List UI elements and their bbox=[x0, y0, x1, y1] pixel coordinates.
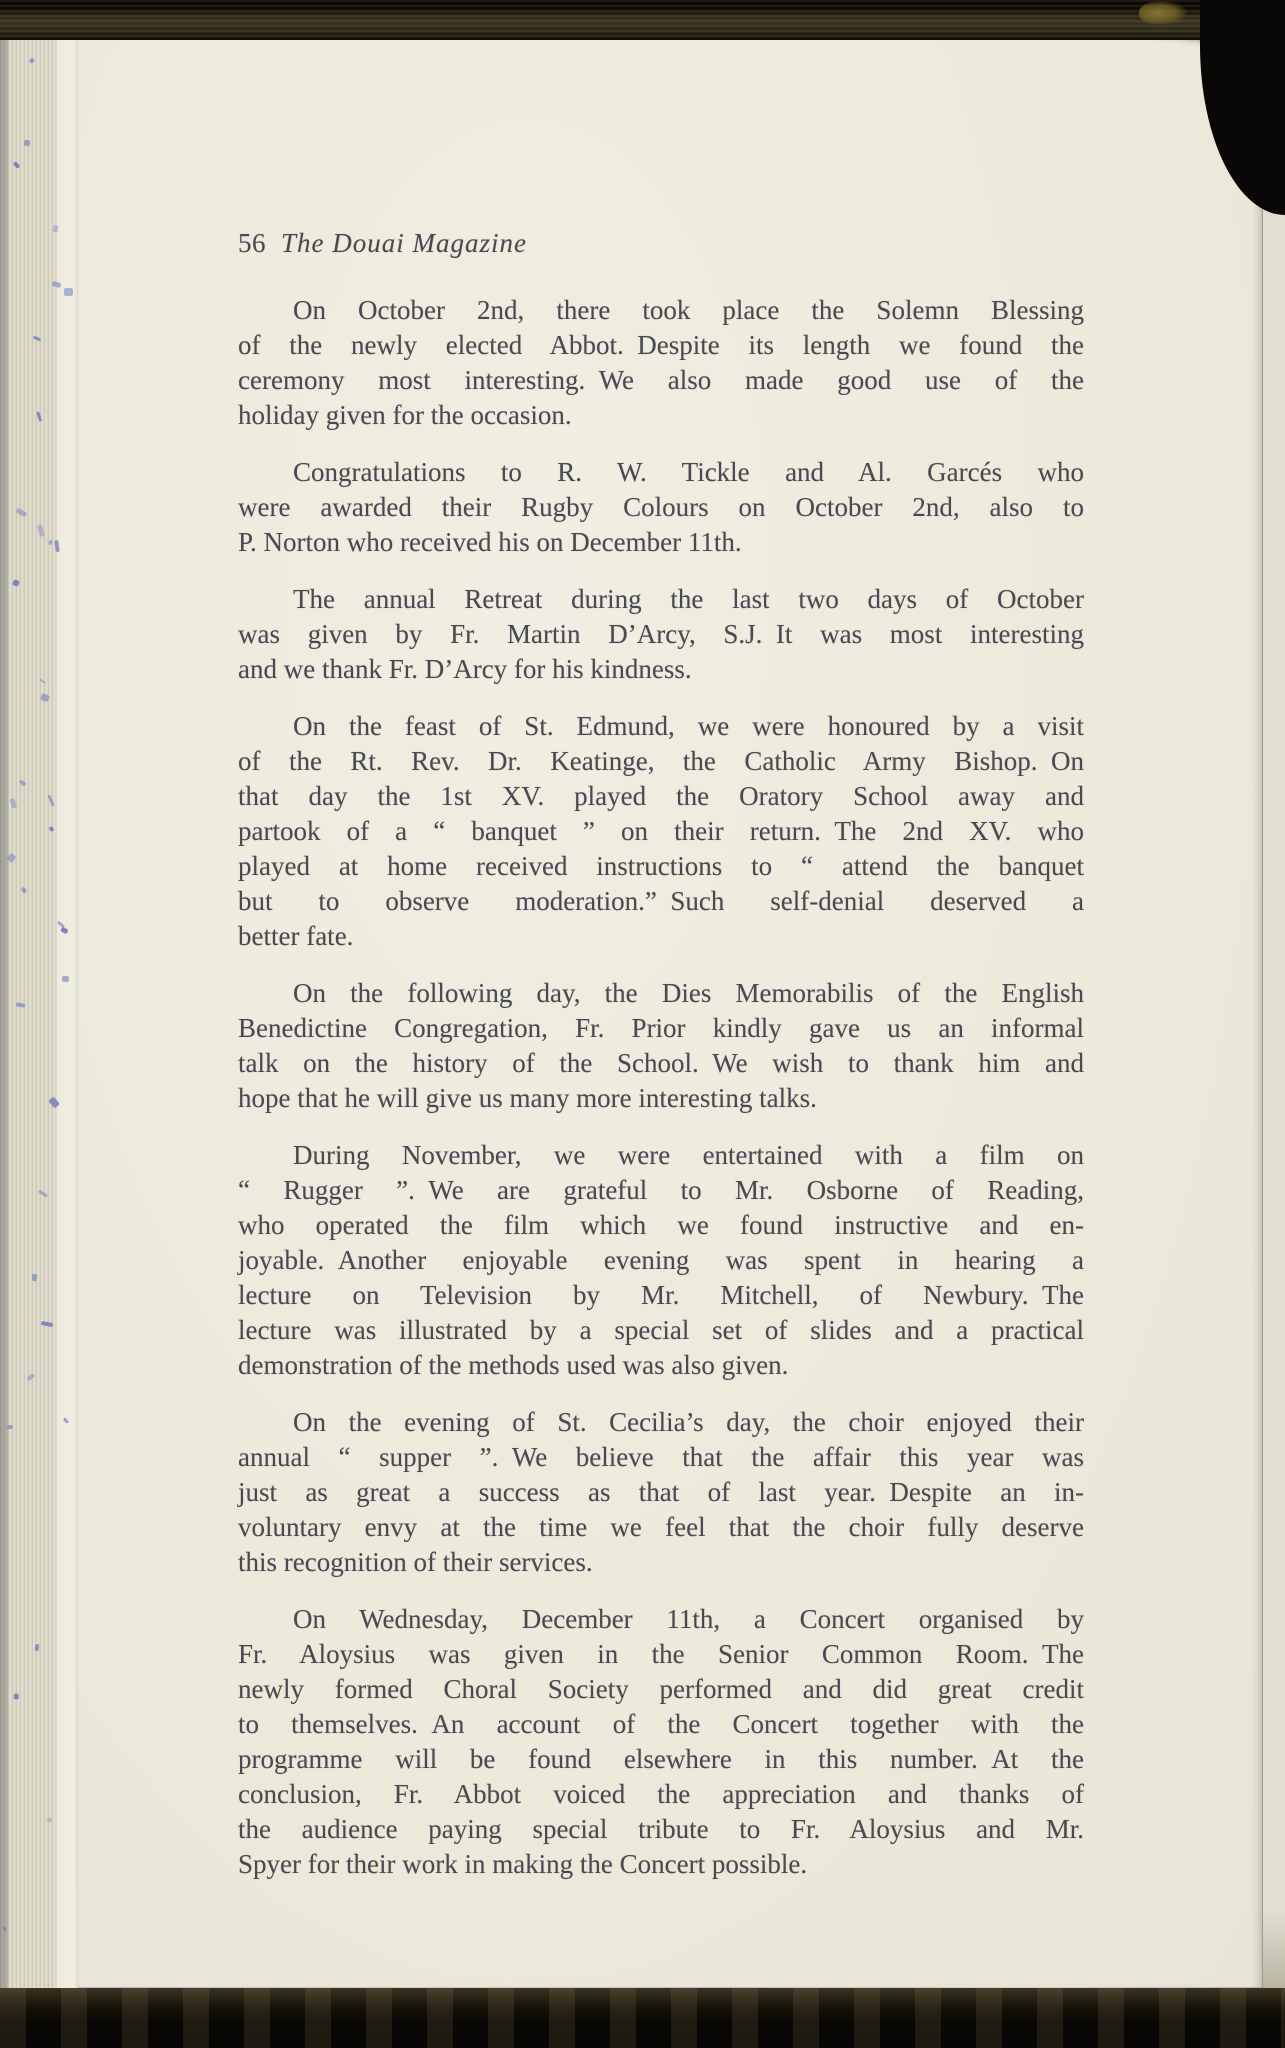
edge-speckle bbox=[46, 1816, 53, 1823]
text-line: but to observe moderation.” Such self-denial deserved a bbox=[238, 886, 1084, 916]
edge-speckle bbox=[49, 826, 55, 832]
edge-speckle bbox=[60, 926, 69, 934]
page-edge-stack bbox=[0, 30, 78, 1988]
text-line: partook of a “ banquet ” on their return. The 2nd XV. who bbox=[238, 816, 1084, 846]
edge-speckle bbox=[41, 1321, 53, 1327]
paragraph bbox=[238, 455, 1084, 560]
text-line: annual “ supper ”. We believe that the affair this year was bbox=[238, 1442, 1084, 1472]
text-line: On the feast of St. Edmund, we were honoured by a visit bbox=[293, 711, 1084, 741]
cover-gilt-fleck bbox=[1139, 1, 1187, 25]
paragraph bbox=[238, 976, 1084, 1116]
edge-speckle bbox=[13, 580, 20, 587]
text-line: conclusion, Fr. Abbot voiced the appreciation and thanks of bbox=[238, 1779, 1084, 1809]
text-line: holiday given for the occasion. bbox=[238, 400, 572, 430]
edge-speckle bbox=[64, 287, 74, 296]
text-line: and we thank Fr. D’Arcy for his kindness. bbox=[238, 654, 692, 684]
text-line: hope that he will give us many more interesting talks. bbox=[238, 1083, 817, 1113]
text-line: During November, we were entertained with a film on bbox=[293, 1140, 1084, 1170]
text-line: demonstration of the methods used was also given. bbox=[238, 1350, 789, 1380]
edge-speckle bbox=[23, 140, 30, 147]
edge-speckle bbox=[29, 57, 35, 63]
book-cover-top bbox=[0, 0, 1285, 40]
edge-speckle bbox=[40, 693, 50, 702]
text-line: better fate. bbox=[238, 921, 354, 951]
text-line: to themselves. An account of the Concert together with the bbox=[238, 1709, 1084, 1739]
edge-speckle bbox=[12, 161, 20, 169]
text-line: lecture on Television by Mr. Mitchell, of Newbury. The bbox=[238, 1280, 1084, 1310]
edge-speckle bbox=[19, 779, 27, 787]
page-title: The Douai Magazine bbox=[281, 228, 527, 258]
edge-speckle bbox=[48, 540, 52, 546]
paragraph bbox=[238, 1138, 1084, 1383]
edge-speckle bbox=[54, 540, 60, 552]
edge-speckle bbox=[35, 1644, 40, 1651]
text-line: the audience paying special tribute to Fr. Aloysius and Mr. bbox=[238, 1814, 1084, 1844]
text-line: On the evening of St. Cecilia’s day, the choir enjoyed their bbox=[293, 1407, 1084, 1437]
text-line: lecture was illustrated by a special set of slides and a practical bbox=[238, 1315, 1084, 1345]
text-line: of the Rt. Rev. Dr. Keatinge, the Catholic Army Bishop. On bbox=[238, 746, 1084, 776]
edge-speckle bbox=[16, 1002, 25, 1008]
text-line: programme will be found elsewhere in this number. At the bbox=[238, 1744, 1084, 1774]
text-line: “ Rugger ”. We are grateful to Mr. Osborne of Reading, bbox=[238, 1175, 1084, 1205]
edge-speckle bbox=[39, 678, 46, 684]
edge-speckle bbox=[10, 797, 18, 808]
book-cover-bottom bbox=[0, 1988, 1285, 2048]
page-edge-right bbox=[1261, 58, 1285, 1988]
paragraph bbox=[238, 1405, 1084, 1580]
edge-speckle bbox=[2, 1926, 6, 1931]
edge-speckle bbox=[38, 1189, 48, 1197]
paragraph bbox=[238, 709, 1084, 954]
text-line: On the following day, the Dies Memorabilis of the English bbox=[293, 978, 1084, 1008]
text-line: of the newly elected Abbot. Despite its length we found the bbox=[238, 330, 1084, 360]
text-line: Benedictine Congregation, Fr. Prior kindly gave us an informal bbox=[238, 1013, 1084, 1043]
text-line: just as great a success as that of last year. Despite an in- bbox=[238, 1477, 1084, 1507]
page-number: 56 bbox=[238, 228, 266, 258]
text-line: Congratulations to R. W. Tickle and Al. Garcés who bbox=[293, 457, 1084, 487]
text-line: talk on the history of the School. We wish to thank him and bbox=[238, 1048, 1084, 1078]
edge-speckle bbox=[48, 1097, 60, 1109]
text-line: On October 2nd, there took place the Solemn Blessing bbox=[293, 295, 1084, 325]
edge-speckle bbox=[47, 794, 55, 806]
paragraph bbox=[238, 1602, 1084, 1882]
paragraph bbox=[238, 582, 1084, 687]
edge-speckle bbox=[31, 1274, 37, 1281]
edge-speckle bbox=[63, 1417, 69, 1423]
edge-speckle bbox=[33, 335, 41, 341]
text-line: voluntary envy at the time we feel that the choir fully deserve bbox=[238, 1512, 1084, 1542]
text-line: ceremony most interesting. We also made good use of the bbox=[238, 365, 1084, 395]
edge-speckle bbox=[13, 1693, 19, 1699]
text-line: P. Norton who received his on December 11th. bbox=[238, 527, 742, 557]
text-line: The annual Retreat during the last two days of October bbox=[293, 584, 1084, 614]
edge-speckle bbox=[37, 525, 45, 538]
text-line: that day the 1st XV. played the Oratory School away and bbox=[238, 781, 1084, 811]
text-line: played at home received instructions to “ attend the banquet bbox=[238, 851, 1084, 881]
edge-speckle bbox=[61, 976, 69, 983]
article-body bbox=[238, 293, 1084, 1882]
text-line: On Wednesday, December 11th, a Concert organised by bbox=[293, 1604, 1084, 1634]
text-line: was given by Fr. Martin D’Arcy, S.J. It was most interesting bbox=[238, 619, 1084, 649]
text-line: were awarded their Rugby Colours on October 2nd, also to bbox=[238, 492, 1084, 522]
text-line: newly formed Choral Society performed and did great credit bbox=[238, 1674, 1084, 1704]
text-line: Spyer for their work in making the Concert possible. bbox=[238, 1849, 808, 1879]
edge-speckle bbox=[7, 852, 17, 862]
edge-speckle bbox=[36, 411, 42, 422]
edge-speckle bbox=[7, 1425, 13, 1429]
edge-speckle bbox=[53, 225, 59, 233]
text-line: this recognition of their services. bbox=[238, 1547, 593, 1577]
text-line: who operated the film which we found instructive and en- bbox=[238, 1210, 1084, 1240]
edge-speckle bbox=[51, 280, 61, 288]
magazine-page bbox=[78, 34, 1262, 1988]
page-header bbox=[238, 226, 1084, 261]
paragraph bbox=[238, 293, 1084, 433]
text-line: joyable. Another enjoyable evening was spent in hearing a bbox=[238, 1245, 1084, 1275]
text-line: Fr. Aloysius was given in the Senior Common Room. The bbox=[238, 1639, 1084, 1669]
edge-speckle bbox=[20, 887, 26, 894]
edge-speckle bbox=[26, 1373, 34, 1381]
edge-speckle bbox=[16, 508, 28, 517]
